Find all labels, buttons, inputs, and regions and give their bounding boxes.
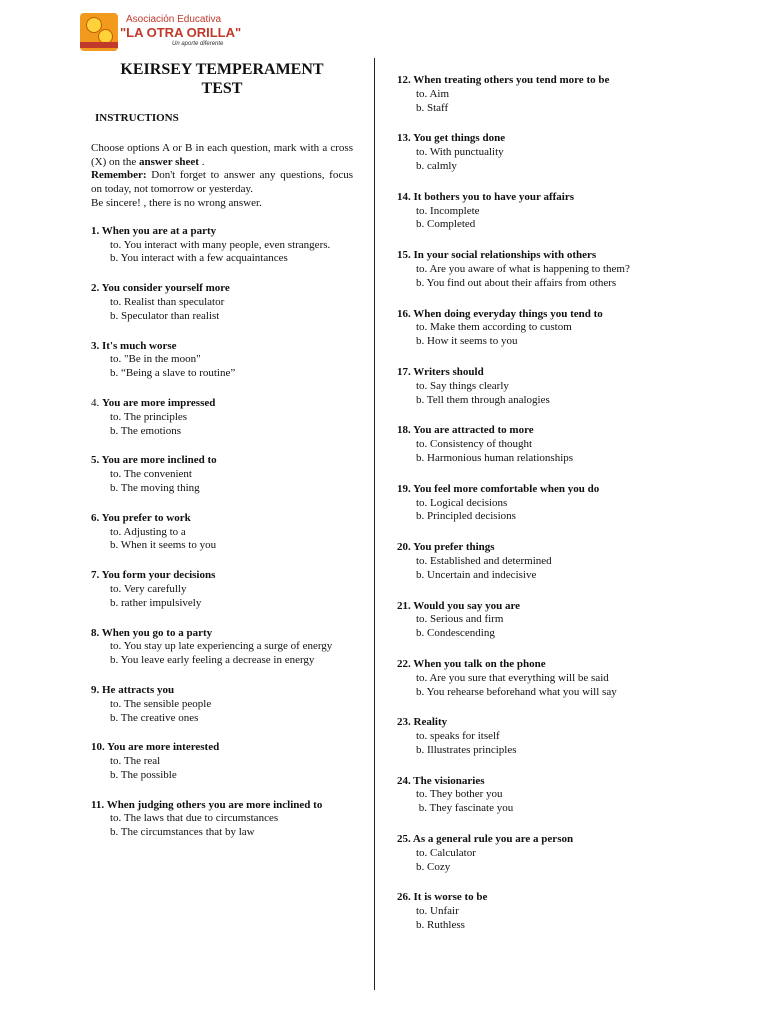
- instructions-p1: Choose options A or B in each question, mark with a cross (X) on the answer sheet .: [91, 141, 353, 168]
- question-5: 5. You are more inclined to to. The convenient b. The moving thing: [91, 454, 353, 495]
- question-12: 12. When treating others you tend more to be to. Aim b. Staff: [397, 74, 669, 115]
- option-b: b. You find out about their affairs from others: [416, 276, 617, 289]
- option-a: to. Aim: [416, 87, 450, 100]
- option-a: to. Consistency of thought: [416, 438, 533, 451]
- option-b: b. rather impulsively: [110, 596, 202, 609]
- question-20: 20. You prefer things to. Established and determined b. Uncertain and indecisive: [397, 541, 669, 582]
- left-column: [91, 60, 353, 856]
- question-10: 10. You are more interested to. The real b. The possible: [91, 741, 353, 782]
- question-16: 16. When doing everyday things you tend to to. Make them according to custom b. How it seems to you: [397, 308, 669, 349]
- option-a: to. Established and determined: [416, 554, 552, 567]
- option-b: b. You leave early feeling a decrease in energy: [110, 654, 315, 667]
- option-a: to. Calculator: [416, 846, 476, 859]
- question-9: 9. He attracts you to. The sensible people b. The creative ones: [91, 684, 353, 725]
- option-b: b. The creative ones: [110, 711, 199, 724]
- question-2: 2. You consider yourself more to. Realist than speculator b. Speculator than realist: [91, 282, 353, 323]
- option-a: to. The real: [110, 755, 161, 768]
- option-a: to. Are you sure that everything will be said: [416, 671, 609, 684]
- org-line1: Asociación Educativa: [126, 14, 222, 25]
- option-b: b. You rehearse beforehand what you will say: [416, 685, 617, 698]
- question-8: 8. When you go to a party to. You stay up late experiencing a surge of energy b. You leave early feeling a decrease in energy: [91, 627, 353, 668]
- option-a: to. With punctuality: [416, 146, 504, 159]
- question-13: 13. You get things done to. With punctuality b. calmly: [397, 132, 669, 173]
- option-b: b. Staff: [416, 101, 449, 114]
- instructions-heading: INSTRUCTIONS: [95, 112, 179, 124]
- question-23: 23. Reality to. speaks for itself b. Illustrates principles: [397, 716, 669, 757]
- org-tagline: Un aporte diferente: [172, 41, 224, 47]
- question-14: 14. It bothers you to have your affairs to. Incomplete b. Completed: [397, 191, 669, 232]
- option-a: to. speaks for itself: [416, 730, 500, 743]
- instructions: [91, 142, 353, 211]
- question-4: 4. You are more impressed to. The principles b. The emotions: [91, 397, 353, 438]
- option-a: to. You stay up late experiencing a surge of energy: [110, 640, 333, 653]
- org-name: "LA OTRA ORILLA": [120, 25, 242, 40]
- option-b: b. Illustrates principles: [416, 743, 517, 756]
- option-b: b. They fascinate you: [416, 802, 514, 815]
- question-11: 11. When judging others you are more inclined to to. The laws that due to circumstances b. The circumstances that by law: [91, 799, 353, 840]
- question-7: 7. You form your decisions to. Very carefully b. rather impulsively: [91, 569, 353, 610]
- question-24: 24. The visionaries to. They bother you b. They fascinate you: [397, 775, 669, 816]
- question-3: 3. It's much worse to. "Be in the moon" b. “Being a slave to routine”: [91, 340, 353, 381]
- option-b: b. You interact with a few acquaintances: [110, 252, 288, 265]
- question-17: 17. Writers should to. Say things clearly b. Tell them through analogies: [397, 366, 669, 407]
- column-divider: [374, 58, 375, 990]
- option-a: to. Incomplete: [416, 204, 480, 217]
- option-a: to. The sensible people: [110, 697, 212, 710]
- option-a: to. Say things clearly: [416, 379, 509, 392]
- option-a: to. The principles: [110, 410, 188, 423]
- question-26: 26. It is worse to be to. Unfair b. Ruthless: [397, 891, 669, 932]
- option-b: b. “Being a slave to routine”: [110, 367, 236, 380]
- option-a: to. Adjusting to a: [110, 525, 186, 538]
- option-a: to. "Be in the moon": [110, 353, 201, 366]
- option-b: b. When it seems to you: [110, 539, 217, 552]
- option-a: to. Make them according to custom: [416, 321, 572, 334]
- logo-emblem-icon: [80, 13, 118, 51]
- option-b: b. Completed: [416, 218, 476, 231]
- option-b: b. Cozy: [416, 860, 451, 873]
- option-a: to. Unfair: [416, 905, 459, 918]
- question-1: 1. When you are at a party to. You interact with many people, even strangers. b. You interact with a few acquaintances: [91, 225, 353, 266]
- option-a: to. Logical decisions: [416, 496, 508, 509]
- option-a: to. Realist than speculator: [110, 295, 225, 308]
- page-title: KEIRSEY TEMPERAMENT TEST: [120, 61, 324, 97]
- option-b: b. The circumstances that by law: [110, 826, 255, 839]
- option-b: b. The emotions: [110, 424, 181, 437]
- option-a: to. The convenient: [110, 468, 192, 481]
- option-b: b. Speculator than realist: [110, 309, 220, 322]
- instructions-p2: Remember: Don't forget to answer any questions, focus on today, not tomorrow or yesterday.: [91, 169, 353, 196]
- option-b: b. Principled decisions: [416, 510, 516, 523]
- question-21: 21. Would you say you are to. Serious and firm b. Condescending: [397, 600, 669, 641]
- option-b: b. How it seems to you: [416, 335, 518, 348]
- option-b: b. Condescending: [416, 627, 495, 640]
- option-b: b. Harmonious human relationships: [416, 451, 574, 464]
- option-b: b. The possible: [110, 768, 177, 781]
- option-a: to. You interact with many people, even strangers.: [110, 238, 331, 251]
- option-a: to. They bother you: [416, 788, 503, 801]
- logo: [80, 13, 240, 51]
- option-a: to. Are you aware of what is happening to them?: [416, 262, 630, 275]
- option-b: b. calmly: [416, 159, 457, 172]
- question-22: 22. When you talk on the phone to. Are you sure that everything will be said b. You rehearse beforehand what you will say: [397, 658, 669, 699]
- question-15: 15. In your social relationships with others to. Are you aware of what is happening to them? b. You find out about their affairs from others: [397, 249, 669, 290]
- option-a: to. Serious and firm: [416, 613, 504, 626]
- option-b: b. Ruthless: [416, 919, 465, 932]
- option-b: b. Uncertain and indecisive: [416, 568, 537, 581]
- option-b: b. Tell them through analogies: [416, 393, 550, 406]
- question-6: 6. You prefer to work to. Adjusting to a b. When it seems to you: [91, 512, 353, 553]
- option-a: to. The laws that due to circumstances: [110, 812, 279, 825]
- question-18: 18. You are attracted to more to. Consistency of thought b. Harmonious human relationships: [397, 424, 669, 465]
- question-25: 25. As a general rule you are a person to. Calculator b. Cozy: [397, 833, 669, 874]
- question-19: 19. You feel more comfortable when you do to. Logical decisions b. Principled decisions: [397, 483, 669, 524]
- right-column: [397, 74, 669, 950]
- option-a: to. Very carefully: [110, 582, 187, 595]
- option-b: b. The moving thing: [110, 481, 200, 494]
- instructions-p3: Be sincere! , there is no wrong answer.: [91, 196, 262, 209]
